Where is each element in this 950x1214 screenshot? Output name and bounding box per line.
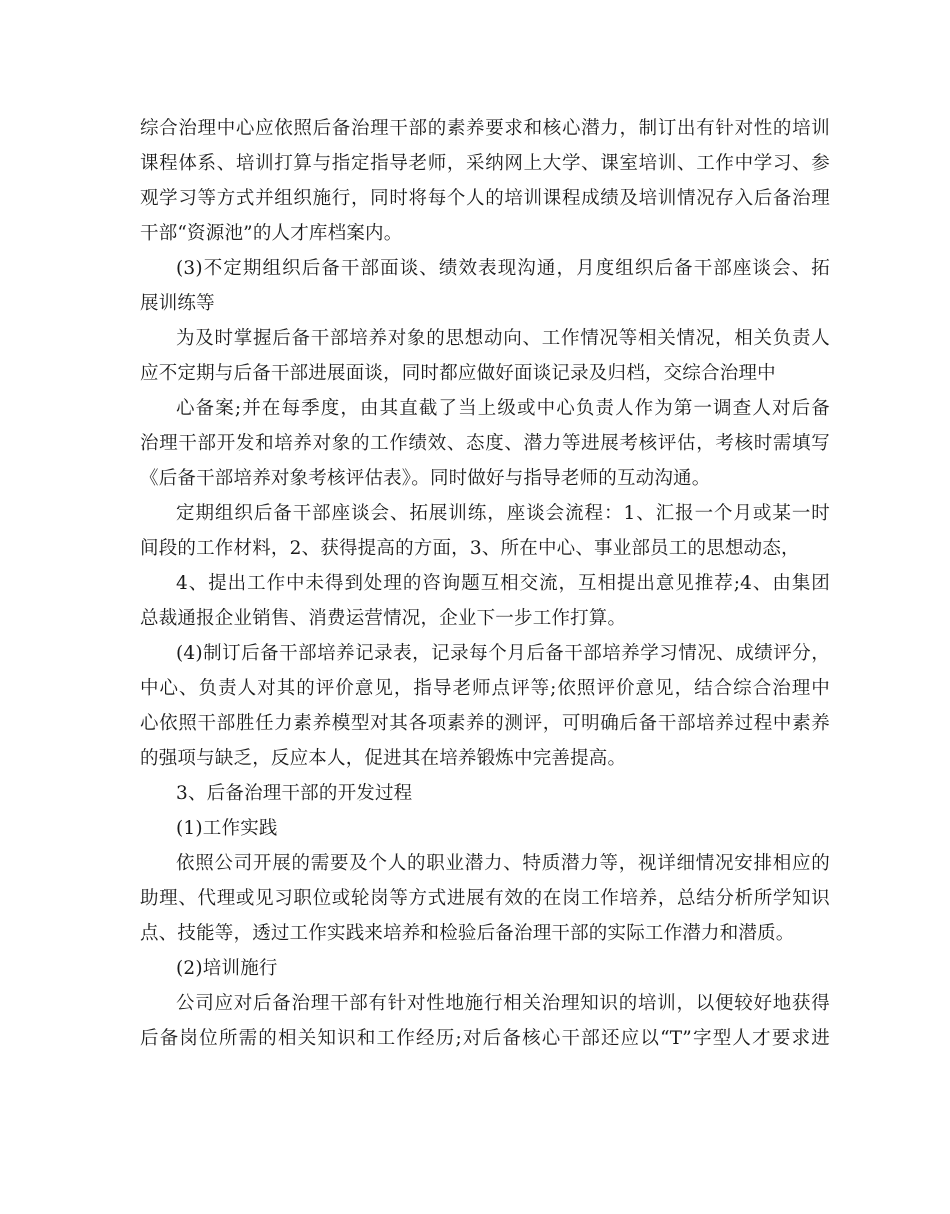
text-line: 《后备干部培养对象考核评估表》。同时做好与指导老师的互动沟通。 [140, 468, 711, 489]
text-line: 干部“资源池”的人才库档案内。 [140, 223, 403, 244]
text-line: 总裁通报企业销售、消费运营情况，企业下一步工作打算。 [140, 608, 627, 629]
text-line: 治理干部开发和培养对象的工作绩效、态度、潜力等进展考核评估，考核时需填写 [140, 433, 830, 454]
text-line: 助理、代理或见习职位或轮岗等方式进展有效的在岗工作培养，总结分析所学知识 [140, 888, 830, 909]
text-line: (3)不定期组织后备干部面谈、绩效表现沟通，月度组织后备干部座谈会、拓 [176, 258, 830, 279]
text-line: 后备岗位所需的相关知识和工作经历;对后备核心干部还应以“T”字型人才要求进 [140, 1028, 830, 1049]
text-line: 中心、负责人对其的评价意见，指导老师点评等;依照评价意见，结合综合治理中 [140, 678, 830, 699]
text-line: 课程体系、培训打算与指定指导老师，采纳网上大学、课室培训、工作中学习、参 [140, 153, 830, 174]
text-line: 的强项与缺乏，反应本人，促进其在培养锻炼中完善提高。 [140, 748, 627, 769]
text-line: 观学习等方式并组织施行，同时将每个人的培训课程成绩及培训情况存入后备治理 [140, 188, 830, 209]
subsection-heading: (1)工作实践 [176, 818, 278, 839]
text-line: 间段的工作材料，2、获得提高的方面，3、所在中心、事业部员工的思想动态， [140, 538, 800, 559]
text-line: 应不定期与后备干部进展面谈，同时都应做好面谈记录及归档，交综合治理中 [140, 363, 776, 384]
section-heading: 3、后备治理干部的开发过程 [176, 783, 413, 804]
text-line: 点、技能等，透过工作实践来培养和检验后备治理干部的实际工作潜力和潜质。 [140, 923, 795, 944]
text-line: 4、提出工作中未得到处理的咨询题互相交流，互相提出意见推荐;4、由集团 [176, 573, 830, 594]
subsection-heading: (2)培训施行 [176, 958, 278, 979]
text-line: 综合治理中心应依照后备治理干部的素养要求和核心潜力，制订出有针对性的培训 [140, 118, 830, 139]
text-line: 心依照干部胜任力素养模型对其各项素养的测评，可明确后备干部培养过程中素养 [140, 713, 830, 734]
text-line: 为及时掌握后备干部培养对象的思想动向、工作情况等相关情况，相关负责人 [176, 328, 830, 349]
text-line: 心备案;并在每季度，由其直截了当上级或中心负责人作为第一调查人对后备 [176, 398, 830, 419]
text-line: 公司应对后备治理干部有针对性地施行相关治理知识的培训，以便较好地获得 [176, 993, 830, 1014]
text-line: 依照公司开展的需要及个人的职业潜力、特质潜力等，视详细情况安排相应的 [176, 853, 830, 874]
text-line: 定期组织后备干部座谈会、拓展训练，座谈会流程：1、汇报一个月或某一时 [176, 503, 830, 524]
text-line: 展训练等 [140, 293, 215, 314]
text-line: (4)制订后备干部培养记录表，记录每个月后备干部培养学习情况、成绩评分， [176, 643, 830, 664]
